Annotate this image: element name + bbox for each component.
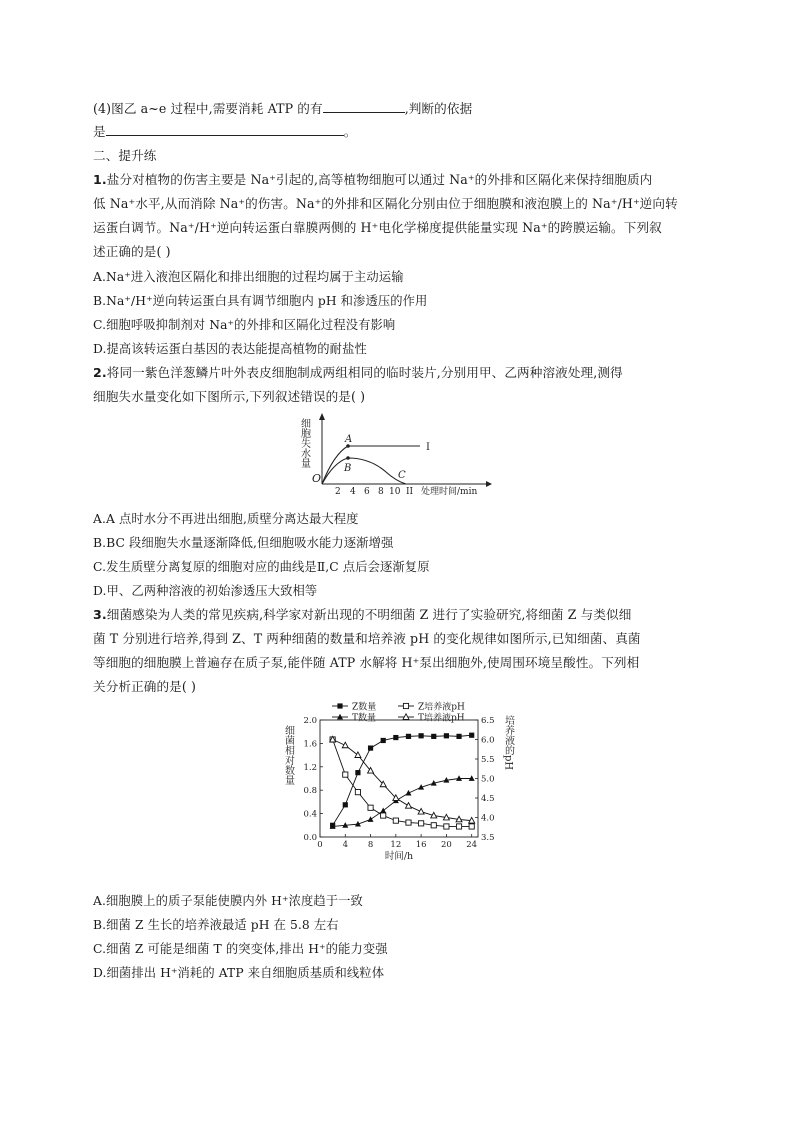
fig2-tick: 2 (335, 487, 341, 497)
question-number: 3. (93, 607, 107, 622)
data-point-0 (444, 733, 449, 738)
y-right-tick-label: 5.5 (481, 755, 495, 765)
answer-blank[interactable] (323, 99, 405, 113)
water-loss-figure (300, 412, 500, 497)
data-point-0 (456, 734, 461, 739)
q1-option-a[interactable]: A.Na⁺进入液泡区隔化和排出细胞的过程均属于主动运输 (93, 270, 404, 284)
y-right-tick-label: 5.0 (481, 774, 495, 785)
series-line-0 (333, 735, 472, 825)
data-point-3 (342, 742, 348, 748)
section-title: 二、提升练 (93, 148, 157, 163)
question-number: 1. (93, 172, 107, 187)
y-axis-arrow (319, 413, 325, 420)
fig2-curve-i-label: I (426, 442, 430, 453)
q3-line (93, 606, 631, 624)
legend-marker (337, 703, 342, 708)
q3-option-a[interactable]: A.细胞膜上的质子泵能使膜内外 H⁺浓度趋于一致 (93, 894, 363, 908)
data-point-2 (368, 816, 374, 822)
fig2-point-b: B (344, 463, 352, 474)
x-tick-label: 24 (466, 840, 478, 850)
q2-line: 细胞失水量变化如下图所示,下列叙述错误的是( ) (93, 389, 366, 404)
bacteria-chart (280, 700, 516, 865)
data-point-0 (419, 733, 424, 738)
data-point-1 (444, 824, 449, 829)
q2-option-a[interactable]: A.A 点时水分不再进出细胞,质壁分离达最大程度 (93, 512, 359, 526)
data-point-1 (343, 772, 348, 777)
point-b-dot (346, 456, 350, 460)
q3-option-b[interactable]: B.细菌 Z 生长的培养液最适 pH 在 5.8 左右 (93, 918, 339, 932)
y-right-tick-label: 4.5 (481, 794, 495, 804)
x-tick-label: 8 (367, 840, 374, 850)
q3-option-c[interactable]: C.细菌 Z 可能是细菌 T 的突变体,排出 H⁺的能力变强 (93, 942, 388, 956)
data-point-1 (381, 813, 386, 818)
legend-label: T培养液pH (418, 713, 465, 724)
legend-marker (403, 703, 408, 708)
q2-line (93, 364, 623, 382)
q2-option-d[interactable]: D.甲、乙两种溶液的初始渗透压大致相等 (93, 584, 318, 598)
data-point-1 (419, 821, 424, 826)
fig2-tick: 4 (350, 487, 356, 497)
q3-text: 细菌感染为人类的常见疾病,科学家对新出现的不明细菌 Z 进行了实验研究,将细菌 Z 与类似细 (106, 607, 632, 622)
data-point-0 (368, 745, 373, 750)
x-tick-label: 12 (390, 840, 402, 850)
legend-label: Z数量 (352, 702, 377, 713)
data-point-0 (381, 738, 386, 743)
x-tick-label: 20 (440, 840, 452, 850)
y-right-tick-label: 4.0 (481, 813, 495, 824)
x-axis-label: 时间/h (384, 851, 414, 862)
fig2-origin: O (312, 472, 322, 485)
data-point-3 (355, 752, 361, 758)
answer-blank[interactable] (106, 122, 344, 136)
q1-option-c[interactable]: C.细胞呼吸抑制剂对 Na⁺的外排和区隔化过程没有影响 (93, 318, 396, 332)
data-point-1 (355, 790, 360, 795)
fig2-tick: 10 (389, 487, 401, 497)
data-point-1 (469, 824, 474, 829)
data-point-2 (380, 807, 386, 813)
y-right-axis-label: 培养液的pH (502, 715, 514, 771)
q3-line: 菌 T 分别进行培养,得到 Z、T 两种细菌的数量和培养液 pH 的变化规律如图所示,已知细菌、真菌 (93, 631, 641, 646)
curve-ii (322, 458, 406, 484)
fig2-tick: 6 (364, 487, 370, 497)
data-point-0 (469, 733, 474, 738)
q2-option-c[interactable]: C.发生质壁分离复原的细胞对应的曲线是Ⅱ,C 点后会逐渐复原 (93, 560, 430, 574)
data-point-0 (343, 802, 348, 807)
legend-label: Z培养液pH (418, 702, 465, 713)
q4-line1 (93, 99, 472, 118)
data-point-1 (368, 805, 373, 810)
data-point-0 (355, 770, 360, 775)
q1-line: 述正确的是( ) (93, 244, 171, 259)
fig2-curve-ii-label: II (406, 487, 414, 497)
data-point-3 (405, 803, 411, 809)
question-number: 2. (93, 365, 107, 380)
q2-option-b[interactable]: B.BC 段细胞失水量逐渐降低,但细胞吸水能力逐渐增强 (93, 536, 394, 550)
fig2-point-c: C (398, 470, 406, 481)
data-point-1 (406, 820, 411, 825)
fig2-tick: 8 (378, 487, 384, 497)
q1-line: 运蛋白调节。Na⁺/H⁺逆向转运蛋白靠膜两侧的 H⁺电化学梯度提供能量实现 Na⁺的跨膜运输。下列叙 (93, 220, 662, 235)
data-point-1 (431, 823, 436, 828)
q1-option-d[interactable]: D.提高该转运蛋白基因的表达能提高植物的耐盐性 (93, 342, 367, 356)
legend-label: T数量 (352, 713, 377, 724)
y-left-axis-label: 细菌相对数量 (282, 725, 294, 785)
q3-line: 关分析正确的是( ) (93, 679, 196, 694)
q2-text: 将同一紫色洋葱鳞片叶外表皮细胞制成两组相同的临时装片,分别用甲、乙两种溶液处理,测得 (106, 365, 623, 380)
q1-line (93, 171, 652, 189)
x-tick-label: 16 (415, 840, 427, 850)
q4-text: 是 (93, 124, 106, 139)
q1-text: 盐分对植物的伤害主要是 Na⁺引起的,高等植物细胞可以通过 Na⁺的外排和区隔化来保持细胞质内 (106, 172, 653, 187)
data-point-3 (418, 808, 424, 814)
q4-text: (4)图乙 a~e 过程中,需要消耗 ATP 的有 (93, 101, 323, 116)
data-point-0 (406, 734, 411, 739)
q1-line: 低 Na⁺水平,从而消除 Na⁺的伤害。Na⁺的外排和区隔化分别由位于细胞膜和液泡膜上的 Na⁺/H⁺逆向转 (93, 196, 678, 211)
fig2-ylabel: 细胞失水量 (298, 418, 310, 468)
x-axis-arrow (486, 481, 492, 487)
q1-option-b[interactable]: B.Na⁺/H⁺逆向转运蛋白具有调节细胞内 pH 和渗透压的作用 (93, 294, 428, 308)
y-left-tick-label: 2.0 (303, 716, 317, 726)
y-left-tick-label: 0.0 (303, 833, 317, 843)
q4-text: ,判断的依据 (404, 101, 473, 116)
y-left-tick-label: 0.8 (303, 786, 317, 797)
y-left-tick-label: 1.6 (303, 739, 317, 750)
data-point-0 (393, 735, 398, 740)
data-point-1 (393, 818, 398, 823)
data-point-0 (431, 734, 436, 739)
q3-option-d[interactable]: D.细菌排出 H⁺消耗的 ATP 来自细胞质基质和线粒体 (93, 966, 385, 980)
y-right-tick-label: 6.0 (481, 735, 495, 746)
data-point-1 (456, 824, 461, 829)
fig2-xlabel: 处理时间/min (421, 487, 478, 497)
data-point-2 (405, 790, 411, 796)
x-tick-label: 0 (317, 840, 323, 850)
q4-text: 。 (343, 124, 357, 139)
y-right-tick-label: 6.5 (481, 716, 495, 726)
q3-line: 等细胞的细胞膜上普遍存在质子泵,能伴随 ATP 水解将 H⁺泵出细胞外,使周围环境呈酸性。下列相 (93, 655, 640, 670)
y-left-tick-label: 0.4 (303, 809, 317, 820)
q4-line2 (93, 122, 356, 141)
y-right-tick-label: 3.5 (481, 833, 495, 843)
y-left-tick-label: 1.2 (303, 762, 317, 773)
fig2-point-a: A (345, 434, 353, 445)
x-tick-label: 4 (342, 840, 348, 850)
